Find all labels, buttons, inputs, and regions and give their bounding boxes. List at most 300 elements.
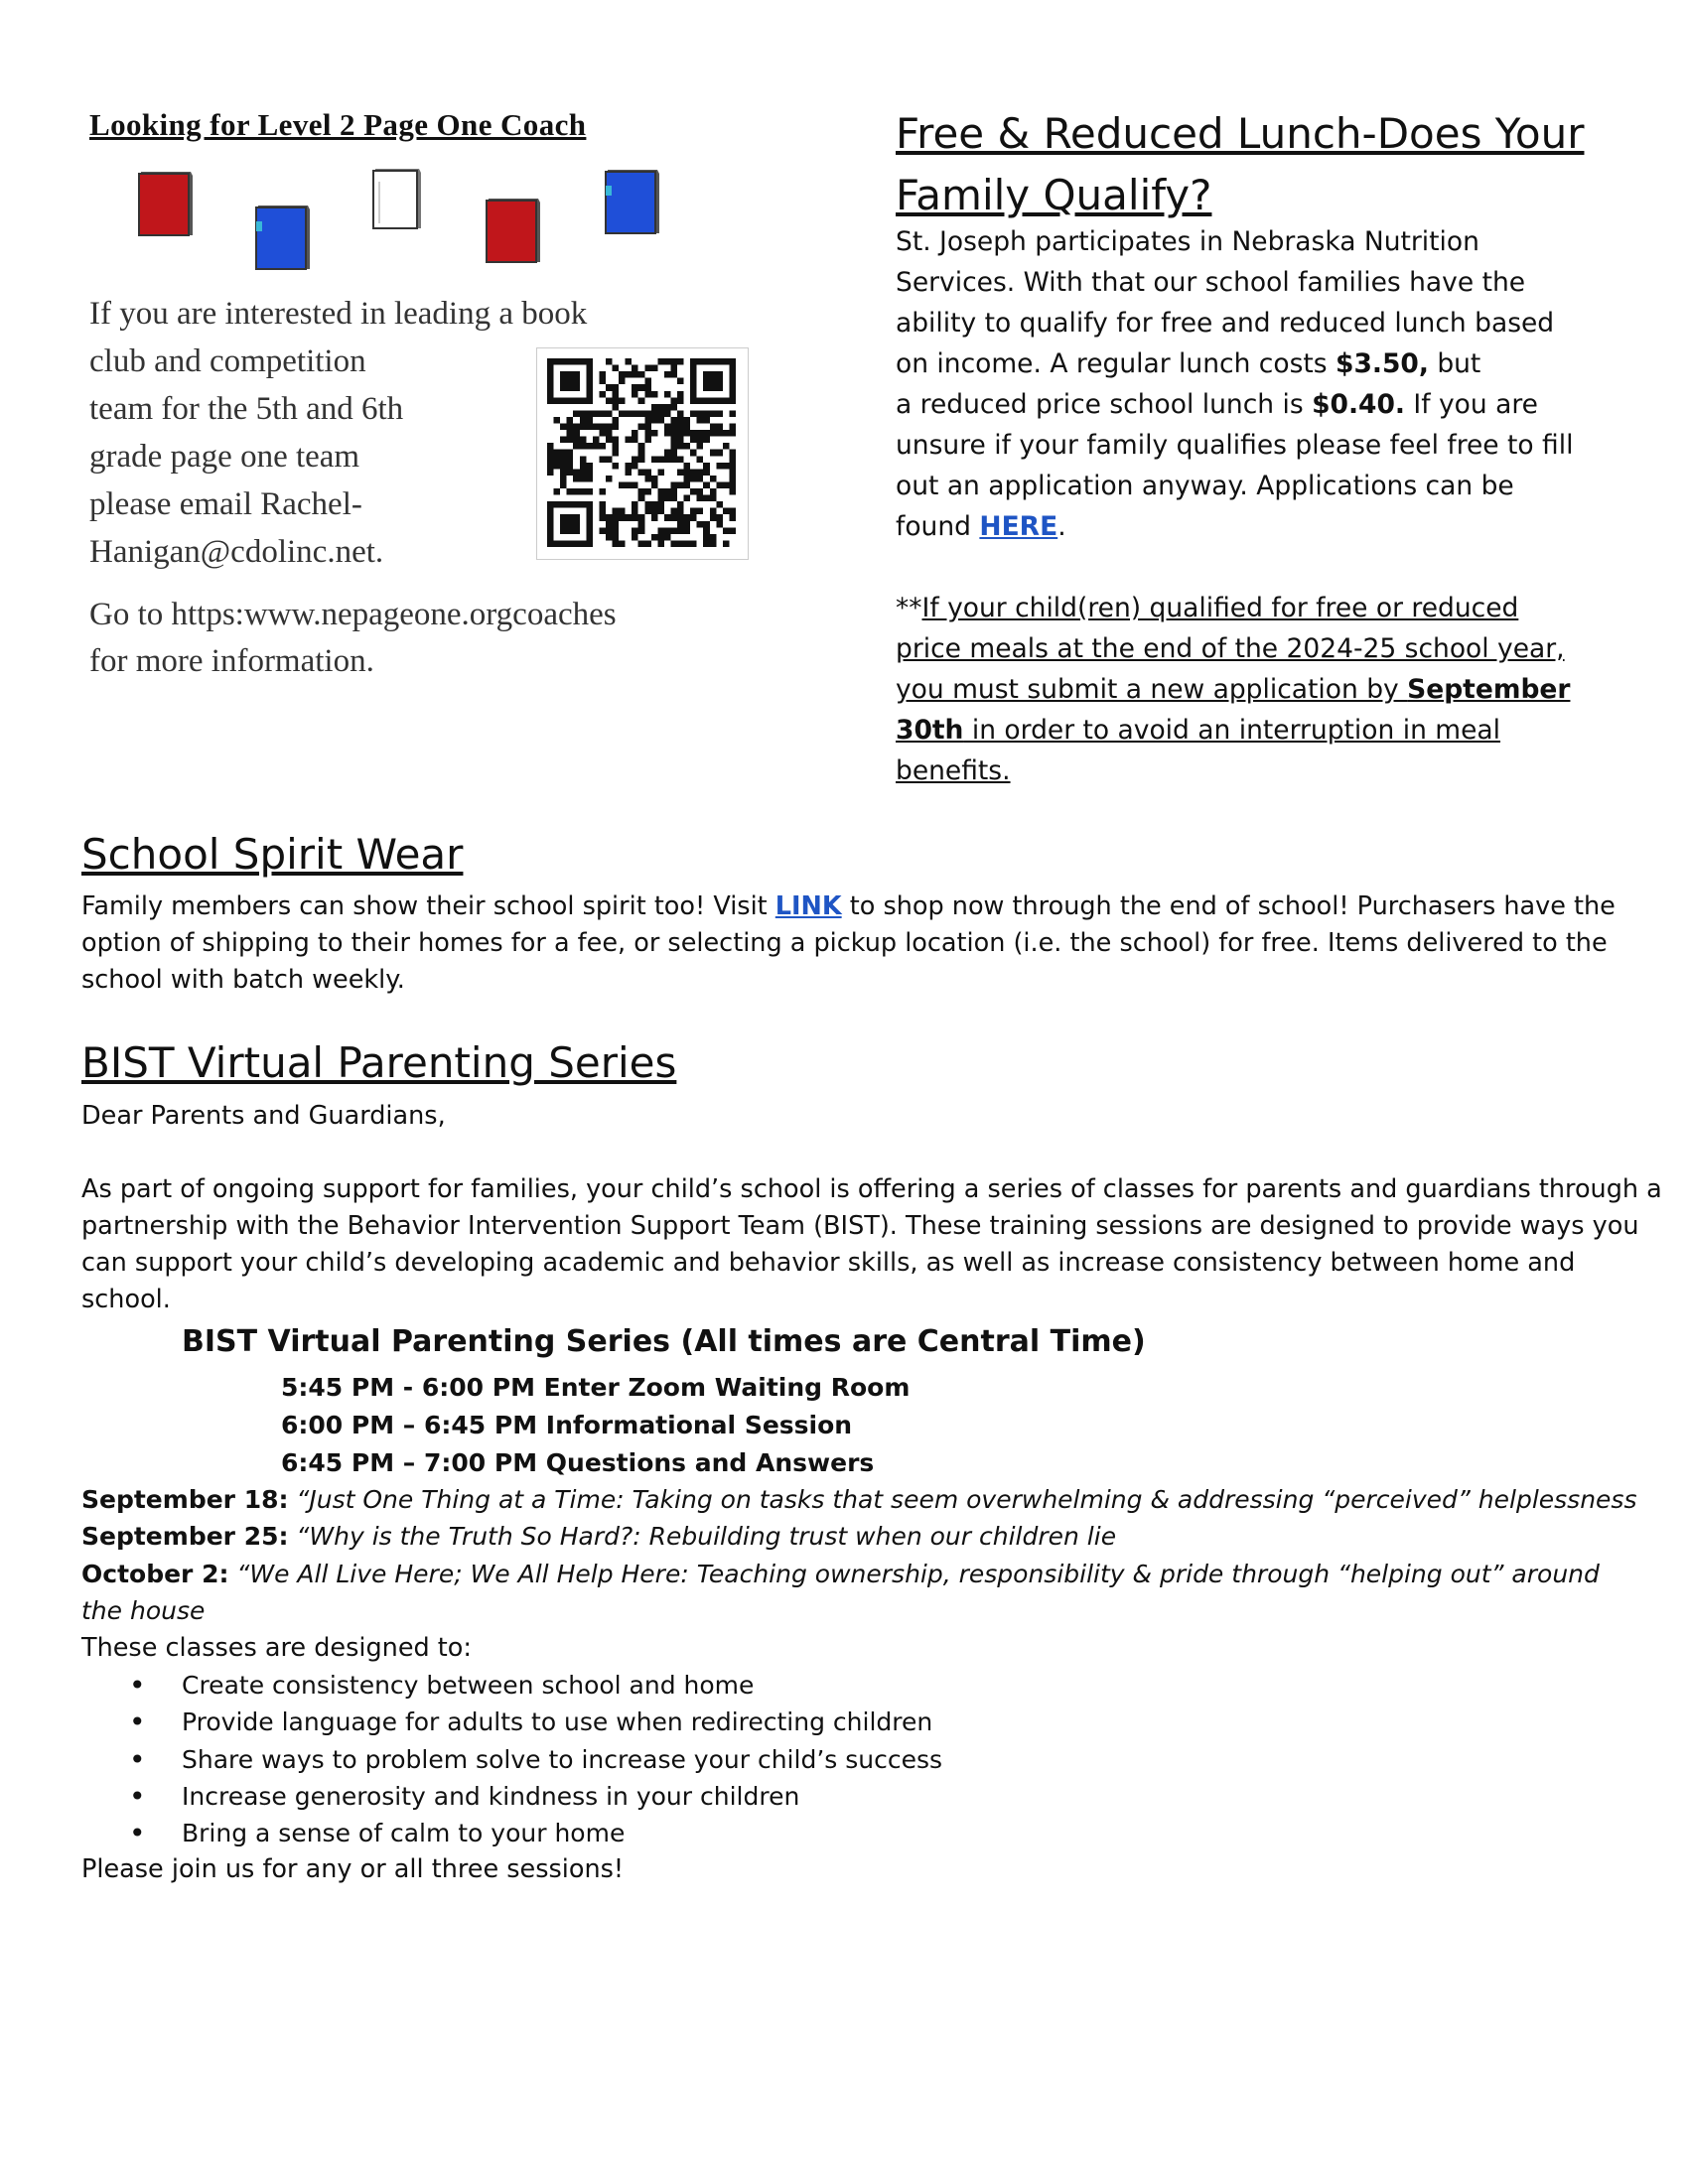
qr-module <box>697 456 704 463</box>
qr-module <box>586 540 593 547</box>
qr-module <box>684 481 691 488</box>
application-link[interactable]: HERE <box>979 511 1058 542</box>
qr-module <box>567 456 574 463</box>
qr-module <box>554 540 561 547</box>
qr-module <box>613 450 620 457</box>
qr-module <box>599 391 606 398</box>
qr-module <box>586 534 593 541</box>
qr-module <box>573 371 580 378</box>
qr-module <box>684 476 691 482</box>
qr-module <box>677 378 684 385</box>
lunch-line: on income. A regular lunch costs $3.50, but <box>896 348 1481 379</box>
qr-module <box>547 534 554 541</box>
qr-module <box>547 450 554 457</box>
qr-module <box>710 410 717 417</box>
qr-module <box>677 424 684 431</box>
qr-module <box>547 540 554 547</box>
qr-module <box>670 397 677 404</box>
qr-module <box>677 469 684 476</box>
qr-module <box>677 430 684 437</box>
qr-module <box>638 450 645 457</box>
qr-module <box>677 527 684 534</box>
qr-module <box>613 417 620 424</box>
qr-module <box>573 424 580 431</box>
qr-module <box>547 371 554 378</box>
qr-module <box>697 437 704 444</box>
qr-module <box>606 410 613 417</box>
qr-module <box>716 481 723 488</box>
qr-module <box>664 534 671 541</box>
qr-module <box>547 456 554 463</box>
qr-module <box>690 514 697 521</box>
qr-module <box>626 469 633 476</box>
qr-module <box>613 424 620 431</box>
session-item-wrap: the house <box>81 1595 206 1625</box>
qr-module <box>567 437 574 444</box>
qr-module <box>644 424 651 431</box>
qr-module <box>670 527 677 534</box>
qr-module <box>626 514 633 521</box>
qr-module <box>547 391 554 398</box>
goal-item: • Share ways to problem solve to increase your child’s success <box>129 1741 942 1778</box>
qr-module <box>729 476 736 482</box>
qr-module <box>573 527 580 534</box>
qr-module <box>644 384 651 391</box>
qr-module <box>644 508 651 515</box>
qr-module <box>716 397 723 404</box>
qr-module <box>716 501 723 508</box>
qr-module <box>657 410 664 417</box>
qr-module <box>664 410 671 417</box>
qr-module <box>664 430 671 437</box>
qr-module <box>677 514 684 521</box>
qr-module <box>638 384 645 391</box>
qr-module <box>638 540 645 547</box>
qr-module <box>606 534 613 541</box>
qr-module <box>632 410 638 417</box>
qr-module <box>613 365 620 372</box>
qr-module <box>644 469 651 476</box>
qr-module <box>573 501 580 508</box>
qr-code[interactable] <box>536 347 749 560</box>
qr-module <box>710 495 717 502</box>
qr-module <box>677 443 684 450</box>
qr-module <box>567 540 574 547</box>
qr-module <box>684 469 691 476</box>
qr-module <box>638 456 645 463</box>
qr-module <box>586 521 593 528</box>
lunch-heading: Free & Reduced Lunch-Does Your Family Qualify? <box>896 109 1585 219</box>
schedule-item: 5:45 PM - 6:00 PM Enter Zoom Waiting Room <box>281 1373 911 1402</box>
session-list <box>81 1481 1636 1629</box>
qr-module <box>580 463 587 470</box>
qr-module <box>664 527 671 534</box>
qr-module <box>613 540 620 547</box>
qr-module <box>567 424 574 431</box>
qr-module <box>670 430 677 437</box>
qr-module <box>606 456 613 463</box>
qr-module <box>599 501 606 508</box>
qr-module <box>613 508 620 515</box>
qr-module <box>547 365 554 372</box>
qr-module <box>613 437 620 444</box>
qr-module <box>632 514 638 521</box>
qr-module <box>567 450 574 457</box>
qr-module <box>632 456 638 463</box>
qr-module <box>697 443 704 450</box>
qr-module <box>703 397 710 404</box>
qr-module <box>670 540 677 547</box>
qr-module <box>593 410 600 417</box>
qr-module <box>697 410 704 417</box>
qr-module <box>703 378 710 385</box>
book-1-cover <box>139 174 189 235</box>
qr-module <box>690 430 697 437</box>
qr-module <box>657 358 664 365</box>
qr-module <box>554 488 561 495</box>
qr-module <box>554 463 561 470</box>
qr-module <box>619 410 626 417</box>
qr-module <box>580 437 587 444</box>
qr-module <box>613 384 620 391</box>
book-illustration <box>129 164 685 273</box>
qr-module <box>626 481 633 488</box>
qr-module <box>703 410 710 417</box>
qr-module <box>651 410 658 417</box>
qr-module <box>560 378 567 385</box>
qr-module <box>586 397 593 404</box>
qr-module <box>651 508 658 515</box>
qr-module <box>703 495 710 502</box>
qr-module <box>567 430 574 437</box>
qr-module <box>554 456 561 463</box>
qr-module <box>644 476 651 482</box>
qr-module <box>638 469 645 476</box>
qr-module <box>644 365 651 372</box>
qr-module <box>729 410 736 417</box>
qr-module <box>651 514 658 521</box>
qr-module <box>547 501 554 508</box>
qr-module <box>644 417 651 424</box>
qr-module <box>710 378 717 385</box>
qr-module <box>580 424 587 431</box>
qr-module <box>638 410 645 417</box>
qr-module <box>632 430 638 437</box>
qr-module <box>710 430 717 437</box>
qr-module <box>606 424 613 431</box>
qr-module <box>690 391 697 398</box>
qr-module <box>670 488 677 495</box>
qr-module <box>729 424 736 431</box>
qr-module <box>573 410 580 417</box>
qr-module <box>664 495 671 502</box>
qr-module <box>586 358 593 365</box>
qr-module <box>670 424 677 431</box>
qr-module <box>586 463 593 470</box>
qr-module <box>651 456 658 463</box>
qr-module <box>690 410 697 417</box>
qr-module <box>586 424 593 431</box>
qr-module <box>690 384 697 391</box>
qr-module <box>560 358 567 365</box>
qr-module <box>586 371 593 378</box>
qr-module <box>586 391 593 398</box>
qr-module <box>586 378 593 385</box>
qr-module <box>690 508 697 515</box>
qr-module <box>729 430 736 437</box>
qr-module <box>651 365 658 372</box>
qr-module <box>729 378 736 385</box>
qr-module <box>716 430 723 437</box>
qr-module <box>580 469 587 476</box>
qr-module <box>547 527 554 534</box>
qr-module <box>677 437 684 444</box>
qr-module <box>710 450 717 457</box>
qr-module <box>619 514 626 521</box>
qr-module <box>613 514 620 521</box>
qr-module <box>729 514 736 521</box>
qr-module <box>632 437 638 444</box>
qr-module <box>684 463 691 470</box>
qr-module <box>716 424 723 431</box>
qr-module <box>632 527 638 534</box>
qr-module <box>593 437 600 444</box>
qr-module <box>670 456 677 463</box>
qr-module <box>697 521 704 528</box>
qr-module <box>586 527 593 534</box>
qr-module <box>690 450 697 457</box>
qr-module <box>729 488 736 495</box>
qr-module <box>547 397 554 404</box>
qr-module <box>703 358 710 365</box>
qr-module <box>703 437 710 444</box>
qr-module <box>638 397 645 404</box>
qr-module <box>677 508 684 515</box>
qr-module <box>547 463 554 470</box>
qr-module <box>697 495 704 502</box>
qr-module <box>586 514 593 521</box>
coach-line: club and competition <box>89 343 366 379</box>
qr-module <box>606 397 613 404</box>
session-item: September 25: “Why is the Truth So Hard?: Rebuilding trust when our children lie <box>81 1522 1117 1552</box>
qr-module <box>690 365 697 372</box>
qr-module <box>613 391 620 398</box>
qr-module <box>613 527 620 534</box>
qr-module <box>560 476 567 482</box>
qr-module <box>723 527 730 534</box>
qr-module <box>644 488 651 495</box>
qr-module <box>710 424 717 431</box>
qr-module <box>670 358 677 365</box>
qr-module <box>657 527 664 534</box>
qr-module <box>651 404 658 411</box>
qr-module <box>657 417 664 424</box>
coach-email[interactable]: Hanigan@cdolinc.net. <box>89 534 384 570</box>
qr-module <box>703 527 710 534</box>
qr-module <box>670 443 677 450</box>
lunch-line: a reduced price school lunch is $0.40. If you are <box>896 389 1538 420</box>
lunch-body <box>896 221 1611 791</box>
qr-module <box>677 521 684 528</box>
qr-module <box>560 527 567 534</box>
qr-module <box>729 527 736 534</box>
qr-module <box>684 521 691 528</box>
qr-module <box>567 397 574 404</box>
qr-module <box>613 397 620 404</box>
qr-module <box>580 410 587 417</box>
reduced-price: $0.40. <box>1312 389 1405 420</box>
qr-module <box>560 437 567 444</box>
qr-module <box>670 404 677 411</box>
qr-module <box>599 508 606 515</box>
qr-module <box>547 358 554 365</box>
qr-module <box>651 534 658 541</box>
qr-module <box>599 430 606 437</box>
qr-module <box>690 476 697 482</box>
qr-module <box>573 384 580 391</box>
book-icon-blue-2 <box>606 170 659 233</box>
qr-module <box>651 501 658 508</box>
qr-module <box>580 417 587 424</box>
qr-module <box>690 540 697 547</box>
qr-module <box>599 456 606 463</box>
qr-module <box>632 501 638 508</box>
qr-module <box>573 378 580 385</box>
reapply-notice: **If your child(ren) qualified for free or reduced price meals at the end of the 2024-25 school year, you must submit a new application by September 30th in order to avoid an interruption in meal benefits. <box>896 593 1571 786</box>
qr-module <box>703 521 710 528</box>
qr-module <box>670 514 677 521</box>
qr-module <box>619 540 626 547</box>
qr-module <box>644 378 651 385</box>
qr-module <box>638 527 645 534</box>
coach-line: grade page one team <box>89 439 360 475</box>
qr-module <box>560 397 567 404</box>
qr-module <box>619 397 626 404</box>
qr-module <box>664 514 671 521</box>
qr-module <box>599 514 606 521</box>
qr-module <box>729 397 736 404</box>
bist-heading: BIST Virtual Parenting Series <box>81 1038 677 1087</box>
qr-module <box>599 410 606 417</box>
lunch-line: Services. With that our school families have the <box>896 267 1526 298</box>
goals-list <box>129 1667 942 1851</box>
qr-module <box>638 443 645 450</box>
qr-module <box>567 488 574 495</box>
qr-module <box>586 365 593 372</box>
qr-module <box>619 508 626 515</box>
goal-item: • Create consistency between school and home <box>129 1667 942 1704</box>
qr-module <box>677 391 684 398</box>
qr-module <box>690 469 697 476</box>
qr-module <box>586 501 593 508</box>
qr-module <box>580 501 587 508</box>
qr-module <box>729 456 736 463</box>
qr-module <box>560 514 567 521</box>
qr-module <box>716 384 723 391</box>
qr-module <box>554 450 561 457</box>
qr-module <box>710 371 717 378</box>
qr-module <box>703 481 710 488</box>
qr-module <box>560 540 567 547</box>
qr-module <box>632 391 638 398</box>
qr-module <box>677 417 684 424</box>
qr-module <box>729 371 736 378</box>
qr-module <box>684 417 691 424</box>
qr-module <box>606 527 613 534</box>
qr-module <box>560 463 567 470</box>
qr-module <box>703 371 710 378</box>
qr-module <box>632 371 638 378</box>
qr-module <box>599 527 606 534</box>
closing-line: Please join us for any or all three sessions! <box>81 1854 625 1884</box>
qr-module <box>670 417 677 424</box>
qr-module <box>573 540 580 547</box>
qr-module <box>626 463 633 470</box>
qr-module <box>573 430 580 437</box>
qr-module <box>593 443 600 450</box>
qr-module <box>644 410 651 417</box>
qr-module <box>567 384 574 391</box>
qr-module <box>729 365 736 372</box>
qr-module <box>657 469 664 476</box>
qr-module <box>690 371 697 378</box>
qr-module <box>547 378 554 385</box>
qr-module <box>606 358 613 365</box>
qr-module <box>664 371 671 378</box>
qr-module <box>670 365 677 372</box>
qr-module <box>716 514 723 521</box>
qr-module <box>664 391 671 398</box>
qr-module <box>690 378 697 385</box>
qr-module <box>547 521 554 528</box>
qr-module <box>703 469 710 476</box>
qr-module <box>573 488 580 495</box>
qr-module <box>638 371 645 378</box>
qr-module <box>684 424 691 431</box>
qr-module <box>716 521 723 528</box>
qr-module <box>599 378 606 385</box>
qr-module <box>632 365 638 372</box>
qr-module <box>677 481 684 488</box>
qr-module <box>547 384 554 391</box>
qr-module <box>664 450 671 457</box>
qr-module <box>547 469 554 476</box>
qr-module <box>632 534 638 541</box>
coach-website[interactable]: Go to https:www.nepageone.orgcoaches <box>89 597 617 632</box>
qr-module <box>599 424 606 431</box>
qr-module <box>573 514 580 521</box>
qr-module <box>670 437 677 444</box>
qr-module <box>677 456 684 463</box>
qr-module <box>613 521 620 528</box>
qr-module <box>684 495 691 502</box>
qr-module <box>677 358 684 365</box>
qr-module <box>586 417 593 424</box>
qr-module <box>716 450 723 457</box>
qr-module <box>670 371 677 378</box>
qr-module <box>723 508 730 515</box>
qr-module <box>606 437 613 444</box>
spirit-shop-link[interactable]: LINK <box>774 891 842 921</box>
qr-module <box>710 384 717 391</box>
qr-module <box>657 488 664 495</box>
qr-module <box>644 430 651 437</box>
qr-module <box>651 430 658 437</box>
coach-description <box>89 290 588 576</box>
qr-module <box>632 508 638 515</box>
qr-module <box>729 463 736 470</box>
qr-module <box>729 508 736 515</box>
